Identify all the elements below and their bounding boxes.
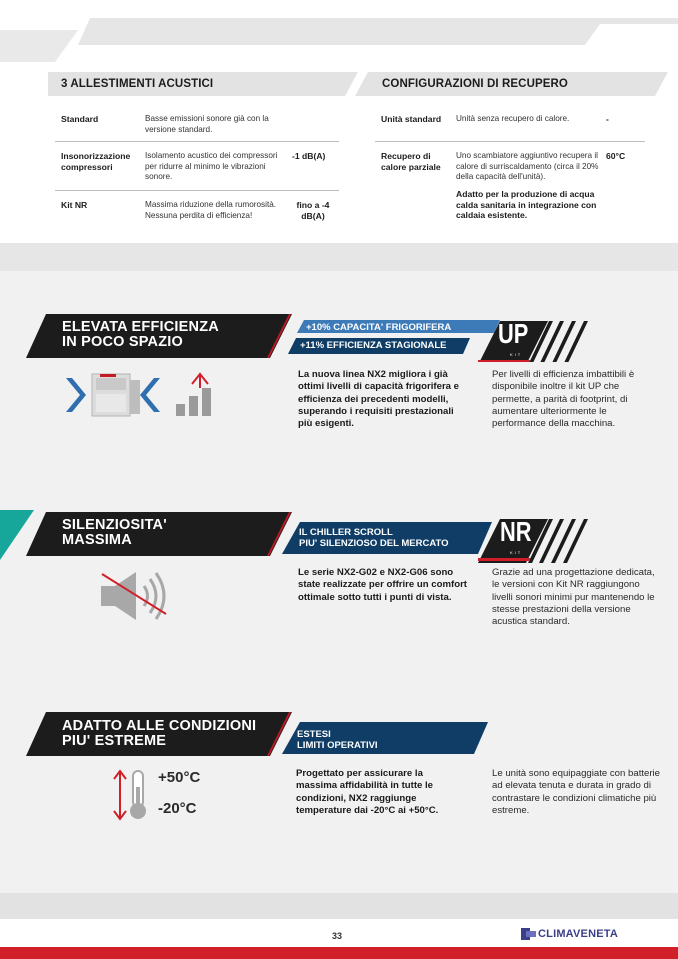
silence-text-bold: Le serie NX2-G02 e NX2-G06 sono state realizzate per offrire un comfort ottimale sotto tutti i punti di vista. [298, 567, 467, 603]
footer-band [0, 893, 678, 919]
page-number: 33 [332, 931, 343, 941]
acoustic-row-2-label: Insonorizzazione compressori [61, 151, 131, 172]
extreme-tag-line-1: ESTESI [297, 729, 331, 740]
acoustic-title: 3 ALLESTIMENTI ACUSTICI [61, 78, 214, 90]
temp-low: -20°C [158, 800, 197, 817]
temp-high: +50°C [158, 769, 201, 786]
silence-title-line-1: SILENZIOSITA' [62, 517, 167, 533]
recovery-title: CONFIGURAZIONI DI RECUPERO [382, 78, 568, 90]
nr-badge-kit: KIT [510, 550, 523, 555]
acoustic-row-3-desc: Massima riduzione della rumorosità. Nessuna perdita di efficienza! [145, 200, 277, 220]
recovery-row-1-desc: Unità senza recupero di calore. [456, 114, 570, 123]
up-badge-kit: KIT [510, 352, 523, 357]
mute-speaker-icon [98, 568, 174, 624]
brand-logo: CLIMAVENETA [538, 928, 619, 940]
recovery-row-2-label: Recupero di calore parziale [381, 151, 441, 172]
extreme-text-bold: Progettato per assicurare la massima affidabilità in tutte le condizioni, NX2 raggiunge temperature dai -20°C ai +50°C. [296, 768, 439, 816]
acoustic-row-2-desc: Isolamento acustico dei compressori per ridurre al minimo le vibrazioni sonore. [145, 151, 278, 181]
climaveneta-logo-icon [521, 927, 537, 941]
efficiency-text-bold: La nuova linea NX2 migliora i già ottimi livelli di capacità frigorifera e efficienza dei precedenti modelli, superando i requisiti prestazionali più esigenti. [298, 369, 460, 430]
efficiency-title-line-1: ELEVATA EFFICIENZA [62, 319, 219, 335]
recovery-row-1-value: - [606, 114, 609, 124]
extreme-tag-line-2: LIMITI OPERATIVI [297, 739, 378, 751]
silence-tag [299, 528, 449, 549]
up-badge: UP [498, 318, 529, 349]
efficiency-title [62, 320, 219, 350]
silence-tag-line-2: PIU' SILENZIOSO DEL MERCATO [299, 537, 449, 549]
divider [375, 141, 645, 142]
acoustic-row-3-label: Kit NR [61, 200, 88, 210]
acoustic-row-1-desc: Basse emissioni sonore già con la versione standard. [145, 114, 269, 134]
silence-title [62, 518, 167, 548]
efficiency-tag-1: +10% CAPACITA' FRIGORIFERA [306, 322, 452, 333]
extreme-tag [297, 730, 378, 751]
recovery-row-1-label: Unità standard [381, 114, 442, 124]
efficiency-tag-2: +11% EFFICIENZA STAGIONALE [300, 340, 447, 351]
footer-red-bar [0, 947, 678, 959]
acoustic-row-2-value: -1 dB(A) [292, 151, 326, 161]
extreme-title-line-1: ADATTO ALLE CONDIZIONI [62, 718, 257, 734]
efficiency-title-line-2: IN POCO SPAZIO [62, 334, 183, 350]
separator-band [0, 243, 678, 271]
acoustic-row-1-label: Standard [61, 114, 99, 124]
extreme-title [62, 719, 256, 749]
acoustic-row-3-value: fino a -4 dB(A) [296, 200, 330, 221]
silence-text: Grazie ad una progettazione dedicata, le versioni con Kit NR raggiungono livelli sonori minimi pur mantenendo le stesse prestazioni della versione acustica standard. [492, 567, 655, 628]
nr-badge: NR [500, 516, 532, 547]
recovery-note: Adatto per la produzione di acqua calda sanitaria in integrazione con caldaia esistente. [456, 189, 597, 220]
recovery-row-2-desc: Uno scambiatore aggiuntivo recupera il calore di surriscaldamento (circa il 20% della capacità dell'unità). [456, 151, 599, 181]
chiller-unit-icon [60, 370, 230, 420]
thermometer-icon [110, 767, 154, 823]
divider [55, 141, 339, 142]
silence-tag-line-1: IL CHILLER SCROLL [299, 527, 393, 538]
efficiency-text: Per livelli di efficienza imbattibili è disponibile inoltre il kit UP che permette, a parità di footprint, di aumentare ulteriormente le performance della macchina. [492, 369, 635, 430]
top-decor [0, 0, 678, 80]
recovery-row-2-value: 60°C [606, 151, 626, 161]
extreme-title-line-2: PIU' ESTREME [62, 733, 167, 749]
divider [55, 190, 339, 191]
silence-title-line-2: MASSIMA [62, 532, 132, 548]
extreme-text: Le unità sono equipaggiate con batterie ad elevata tenuta e durata in grado di contrastare le condizioni climatiche più estreme. [492, 768, 661, 816]
